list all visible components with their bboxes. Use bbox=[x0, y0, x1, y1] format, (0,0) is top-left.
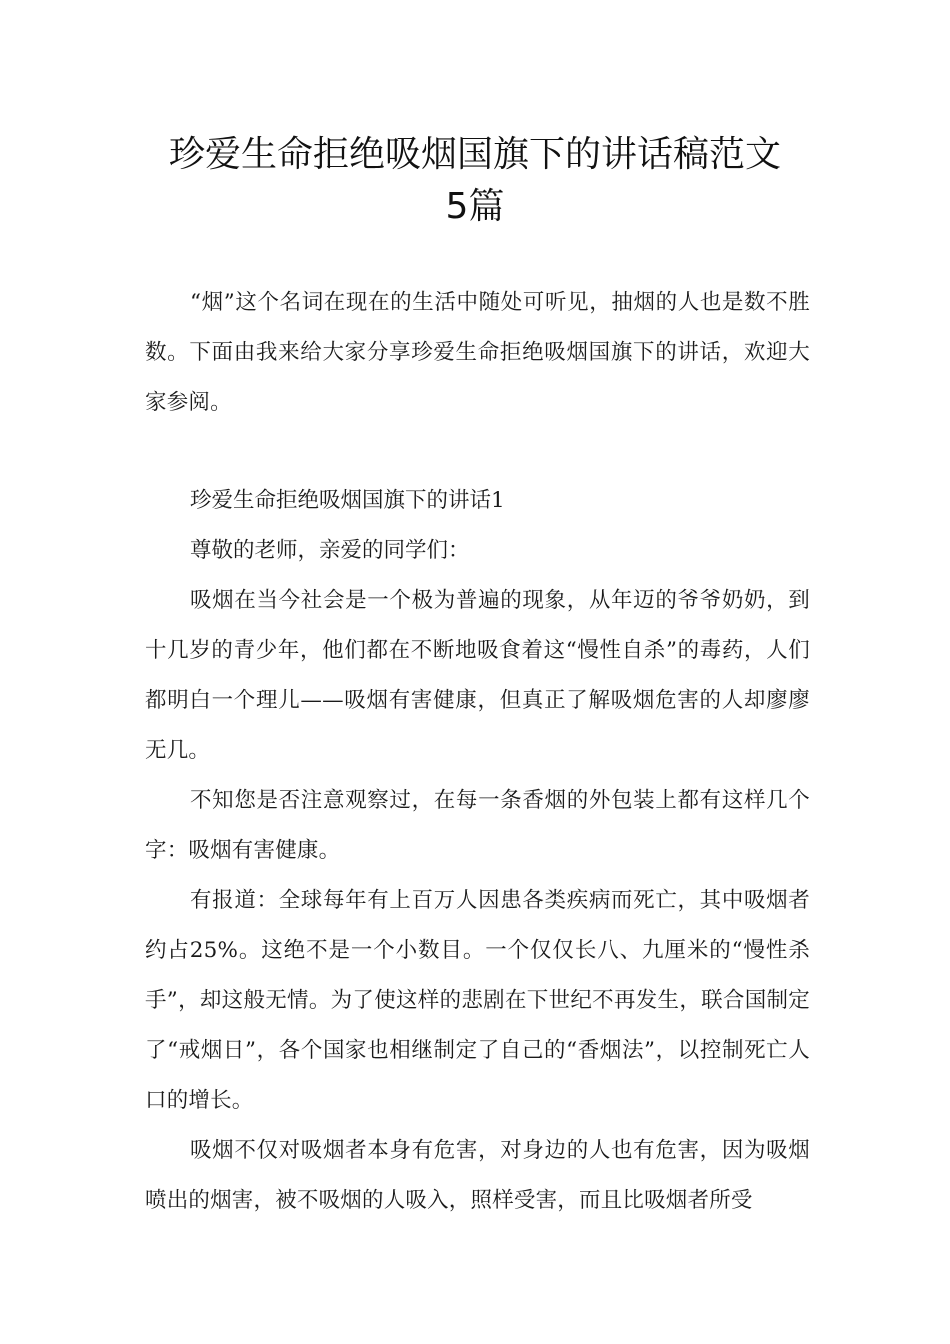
document-title: 珍爱生命拒绝吸烟国旗下的讲话稿范文 bbox=[168, 134, 781, 175]
body-paragraph-1: 吸烟在当今社会是一个极为普遍的现象，从年迈的爷爷奶奶，到十几岁的青少年，他们都在不断地吸食着这“慢性自杀”的毒药，人们都明白一个理儿——吸烟有害健康，但真正了解吸烟危害的人却廖廖无几。 bbox=[145, 588, 810, 763]
section-heading: 珍爱生命拒绝吸烟国旗下的讲话1 bbox=[190, 488, 505, 513]
greeting-line: 尊敬的老师，亲爱的同学们： bbox=[190, 538, 470, 563]
document-title-continuation: 5篇 bbox=[445, 186, 505, 227]
body-paragraph-2: 不知您是否注意观察过，在每一条香烟的外包装上都有这样几个字：吸烟有害健康。 bbox=[145, 788, 810, 863]
body-paragraph-4: 吸烟不仅对吸烟者本身有危害，对身边的人也有危害，因为吸烟喷出的烟害，被不吸烟的人吸入，照样受害，而且比吸烟者所受 bbox=[145, 1138, 810, 1213]
body-paragraph-3: 有报道：全球每年有上百万人因患各类疾病而死亡，其中吸烟者约占25%。这绝不是一个小数目。一个仅仅长八、九厘米的“慢性杀手”，却这般无情。为了使这样的悲剧在下世纪不再发生，联合国制定了“戒烟日”，各个国家也相继制定了自己的“香烟法”，以控制死亡人口的增长。 bbox=[145, 888, 810, 1113]
intro-paragraph: “烟”这个名词在现在的生活中随处可听见，抽烟的人也是数不胜数。下面由我来给大家分享珍爱生命拒绝吸烟国旗下的讲话，欢迎大家参阅。 bbox=[145, 290, 810, 415]
